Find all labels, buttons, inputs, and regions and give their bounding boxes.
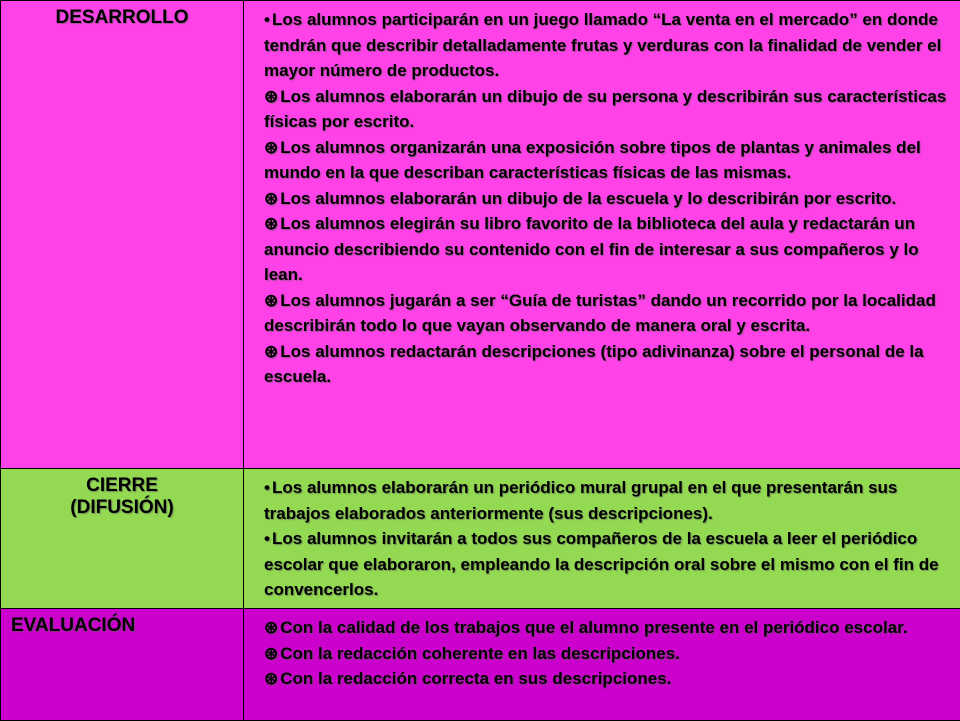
list-item-text: Los alumnos organizarán una exposición sobre tipos de plantas y animales del mundo en la que describan características físicas de las mismas. bbox=[264, 138, 921, 183]
bullet-icon: ⊛ bbox=[264, 189, 278, 208]
list-item-text: Con la redacción coherente en las descripciones. bbox=[280, 644, 680, 663]
list-item-text: Los alumnos redactarán descripciones (tipo adivinanza) sobre el personal de la escuela. bbox=[264, 342, 924, 387]
bullet-icon: ⊛ bbox=[264, 669, 278, 688]
bullet-icon: • bbox=[264, 526, 270, 552]
bullet-icon: • bbox=[264, 475, 270, 501]
bullet-icon: ⊛ bbox=[264, 87, 278, 106]
list-item bbox=[264, 135, 950, 186]
list-item-text: Los alumnos jugarán a ser “Guía de turistas” dando un recorrido por la localidad describirán todo lo que vayan observando de manera oral y escrita. bbox=[264, 291, 936, 336]
list-item bbox=[264, 615, 950, 641]
list-item bbox=[264, 211, 950, 288]
list-item bbox=[264, 288, 950, 339]
desarrollo-label-cell bbox=[1, 1, 244, 469]
bullet-icon: ⊛ bbox=[264, 291, 278, 310]
cierre-label: CIERRE bbox=[2, 475, 242, 497]
cierre-content-cell bbox=[244, 469, 960, 609]
evaluacion-label-cell bbox=[1, 609, 244, 721]
list-item bbox=[264, 666, 950, 692]
desarrollo-label: DESARROLLO bbox=[56, 7, 189, 28]
list-item-text: Los alumnos elaborarán un dibujo de su persona y describirán sus características físicas por escrito. bbox=[264, 87, 946, 132]
list-item bbox=[264, 526, 950, 603]
list-item bbox=[264, 339, 950, 390]
list-item bbox=[264, 84, 950, 135]
cierre-sublabel: (DIFUSIÓN) bbox=[2, 497, 242, 519]
bullet-icon: ⊛ bbox=[264, 618, 278, 637]
cierre-row bbox=[1, 469, 960, 609]
desarrollo-row bbox=[1, 1, 960, 469]
list-item-text: Los alumnos participarán en un juego llamado “La venta en el mercado” en donde tendrán que describir detalladamente frutas y verduras con la finalidad de vender el mayor número de productos. bbox=[264, 10, 941, 80]
bullet-icon: ⊛ bbox=[264, 644, 278, 663]
cierre-activity-list bbox=[264, 475, 950, 603]
evaluacion-content-cell bbox=[244, 609, 960, 721]
list-item bbox=[264, 186, 950, 212]
bullet-icon: ⊛ bbox=[264, 214, 278, 233]
list-item bbox=[264, 475, 950, 526]
list-item bbox=[264, 641, 950, 667]
evaluacion-row bbox=[1, 609, 960, 721]
bullet-icon: • bbox=[264, 7, 270, 33]
desarrollo-activity-list bbox=[264, 7, 950, 390]
list-item-text: Los alumnos elegirán su libro favorito de la biblioteca del aula y redactarán un anuncio describiendo su contenido con el fin de interesar a sus compañeros y lo lean. bbox=[264, 214, 919, 284]
desarrollo-content-cell bbox=[244, 1, 960, 469]
evaluacion-criteria-list bbox=[264, 615, 950, 692]
evaluacion-label: EVALUACIÓN bbox=[11, 615, 135, 636]
bullet-icon: ⊛ bbox=[264, 342, 278, 361]
cierre-label-cell bbox=[1, 469, 244, 609]
list-item-text: Los alumnos invitarán a todos sus compañeros de la escuela a leer el periódico escolar que elaboraron, empleando la descripción oral sobre el mismo con el fin de convencerlos. bbox=[264, 529, 939, 599]
list-item-text: Los alumnos elaborarán un dibujo de la escuela y lo describirán por escrito. bbox=[280, 189, 896, 208]
list-item-text: Con la calidad de los trabajos que el alumno presente en el periódico escolar. bbox=[280, 618, 907, 637]
list-item bbox=[264, 7, 950, 84]
list-item-text: Con la redacción correcta en sus descripciones. bbox=[280, 669, 671, 688]
list-item-text: Los alumnos elaborarán un periódico mural grupal en el que presentarán sus trabajos elaborados anteriormente (sus descripciones). bbox=[264, 478, 897, 523]
bullet-icon: ⊛ bbox=[264, 138, 278, 157]
